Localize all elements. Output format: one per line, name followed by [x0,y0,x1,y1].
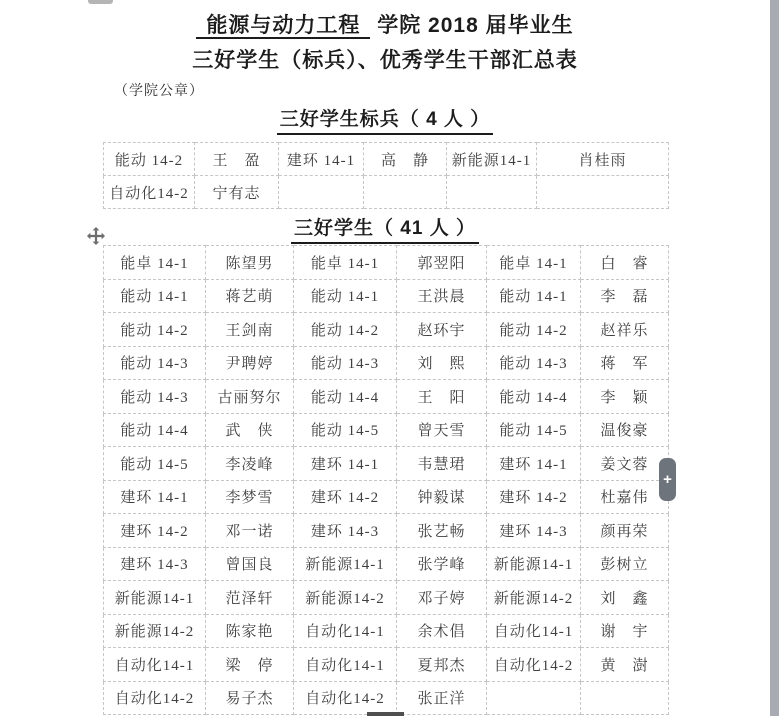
name-cell[interactable]: 彭树立 [581,547,669,581]
name-cell[interactable]: 邓子婷 [397,581,487,615]
table-row [104,447,669,481]
name-cell[interactable]: 颜再荣 [581,514,669,548]
table-row [104,246,669,280]
name-cell[interactable]: 赵环宇 [397,313,487,347]
table-row [104,681,669,715]
class-cell[interactable]: 新能源14-1 [447,143,537,176]
class-cell[interactable]: 能动 14-4 [104,413,206,447]
name-cell[interactable]: 陈家艳 [206,614,294,648]
class-cell[interactable]: 能动 14-2 [294,313,397,347]
name-cell[interactable]: 姜文蓉 [581,447,669,481]
bottom-edge-fragment [367,712,404,716]
class-cell[interactable]: 新能源14-2 [294,581,397,615]
table-row [104,413,669,447]
class-cell[interactable]: 建环 14-1 [279,143,364,176]
name-cell[interactable]: 李梦雪 [206,480,294,514]
class-cell[interactable] [279,176,364,209]
title-line1-rest: 学院 2018 届毕业生 [370,14,574,37]
name-cell[interactable]: 刘 熙 [397,346,487,380]
name-cell[interactable]: 赵祥乐 [581,313,669,347]
pacesetters-table [103,142,669,209]
class-cell[interactable]: 能卓 14-1 [294,246,397,280]
table-row [104,581,669,615]
name-cell[interactable]: 王 盈 [195,143,279,176]
class-cell[interactable]: 新能源14-1 [104,581,206,615]
class-cell[interactable]: 建环 14-3 [104,547,206,581]
name-cell[interactable] [537,176,669,209]
name-cell[interactable]: 易子杰 [206,681,294,715]
name-cell[interactable]: 曾天雪 [397,413,487,447]
class-cell[interactable]: 新能源14-2 [104,614,206,648]
title-line1 [0,8,770,43]
name-cell[interactable]: 李 颖 [581,380,669,414]
class-cell[interactable]: 自动化14-1 [294,648,397,682]
class-cell[interactable]: 能动 14-4 [487,380,581,414]
students-table [103,245,669,715]
name-cell[interactable]: 陈望男 [206,246,294,280]
class-cell[interactable]: 能动 14-1 [104,279,206,313]
class-cell[interactable]: 能动 14-5 [487,413,581,447]
insert-plus-handle-button[interactable] [659,458,676,501]
table-row [104,176,669,209]
name-cell[interactable]: 李凌峰 [206,447,294,481]
class-cell[interactable]: 自动化14-1 [294,614,397,648]
class-cell[interactable]: 能动 14-3 [487,346,581,380]
table-row [104,480,669,514]
section-heading-pacesetters-text: 三好学生标兵（ 4 人 ） [277,104,493,135]
class-cell[interactable]: 建环 14-2 [104,514,206,548]
class-cell[interactable]: 能动 14-5 [104,447,206,481]
name-cell[interactable]: 范泽轩 [206,581,294,615]
class-cell[interactable]: 能卓 14-1 [104,246,206,280]
name-cell[interactable]: 钟毅谋 [397,480,487,514]
name-cell[interactable]: 李 磊 [581,279,669,313]
class-cell[interactable]: 新能源14-1 [294,547,397,581]
name-cell[interactable]: 曾国良 [206,547,294,581]
class-cell[interactable] [487,681,581,715]
section-heading-students-text: 三好学生（ 41 人 ） [291,213,479,244]
name-cell[interactable]: 邓一诺 [206,514,294,548]
class-cell[interactable]: 能动 14-5 [294,413,397,447]
name-cell[interactable]: 武 侠 [206,413,294,447]
table-row [104,648,669,682]
table-row [104,380,669,414]
class-cell[interactable]: 能动 14-3 [294,346,397,380]
class-cell[interactable]: 新能源14-2 [487,581,581,615]
name-cell[interactable]: 张学峰 [397,547,487,581]
class-cell[interactable]: 能动 14-4 [294,380,397,414]
section-heading-students [0,213,770,244]
class-cell[interactable]: 建环 14-3 [294,514,397,548]
name-cell[interactable]: 杜嘉伟 [581,480,669,514]
table-row [104,143,669,176]
class-cell[interactable]: 能动 14-2 [487,313,581,347]
name-cell[interactable]: 韦慧珺 [397,447,487,481]
class-cell[interactable]: 自动化14-1 [104,648,206,682]
name-cell[interactable] [364,176,447,209]
class-cell[interactable]: 能动 14-1 [294,279,397,313]
class-cell[interactable]: 新能源14-1 [487,547,581,581]
table-row [104,346,669,380]
name-cell[interactable]: 张艺畅 [397,514,487,548]
class-cell[interactable]: 自动化14-2 [104,681,206,715]
name-cell[interactable]: 郭翌阳 [397,246,487,280]
class-cell[interactable]: 自动化14-2 [104,176,195,209]
table-row [104,547,669,581]
name-cell[interactable]: 宁有志 [195,176,279,209]
name-cell[interactable]: 肖桂雨 [537,143,669,176]
name-cell[interactable]: 刘 鑫 [581,581,669,615]
name-cell[interactable]: 余术倡 [397,614,487,648]
class-cell[interactable]: 建环 14-2 [294,480,397,514]
name-cell[interactable]: 张正洋 [397,681,487,715]
name-cell[interactable]: 王洪晨 [397,279,487,313]
class-cell[interactable]: 自动化14-2 [487,648,581,682]
name-cell[interactable]: 梁 停 [206,648,294,682]
table-row [104,313,669,347]
name-cell[interactable]: 夏邦杰 [397,648,487,682]
top-edge-fragment [88,0,113,4]
seal-note: （学院公章） [114,84,204,99]
class-cell[interactable]: 能动 14-3 [104,346,206,380]
section-heading-pacesetters [0,104,770,135]
name-cell[interactable]: 蒋艺萌 [206,279,294,313]
name-cell[interactable]: 尹聘婷 [206,346,294,380]
title-college-name: 能源与动力工程 [196,14,370,39]
class-cell[interactable] [447,176,537,209]
table-row [104,614,669,648]
name-cell[interactable] [581,681,669,715]
name-cell[interactable]: 白 睿 [581,246,669,280]
table-row [104,279,669,313]
class-cell[interactable]: 建环 14-1 [104,480,206,514]
name-cell[interactable]: 古丽努尔 [206,380,294,414]
name-cell[interactable]: 黄 澍 [581,648,669,682]
class-cell[interactable]: 自动化14-2 [294,681,397,715]
class-cell[interactable]: 能动 14-2 [104,313,206,347]
title-line2: 三好学生（标兵）、优秀学生干部汇总表 [192,49,578,72]
class-cell[interactable]: 建环 14-1 [294,447,397,481]
name-cell[interactable]: 谢 宇 [581,614,669,648]
class-cell[interactable]: 能动 14-1 [487,279,581,313]
class-cell[interactable]: 建环 14-2 [487,480,581,514]
name-cell[interactable]: 蒋 军 [581,346,669,380]
document-title [0,8,770,78]
class-cell[interactable]: 能动 14-2 [104,143,195,176]
name-cell[interactable]: 温俊豪 [581,413,669,447]
class-cell[interactable]: 自动化14-1 [487,614,581,648]
table-row [104,514,669,548]
name-cell[interactable]: 王剑南 [206,313,294,347]
class-cell[interactable]: 能卓 14-1 [487,246,581,280]
vertical-scrollbar[interactable] [770,0,779,716]
class-cell[interactable]: 能动 14-3 [104,380,206,414]
class-cell[interactable]: 建环 14-3 [487,514,581,548]
class-cell[interactable]: 建环 14-1 [487,447,581,481]
plus-icon: + [663,471,672,488]
name-cell[interactable]: 高 静 [364,143,447,176]
name-cell[interactable]: 王 阳 [397,380,487,414]
table-move-handle-icon[interactable] [87,227,105,245]
